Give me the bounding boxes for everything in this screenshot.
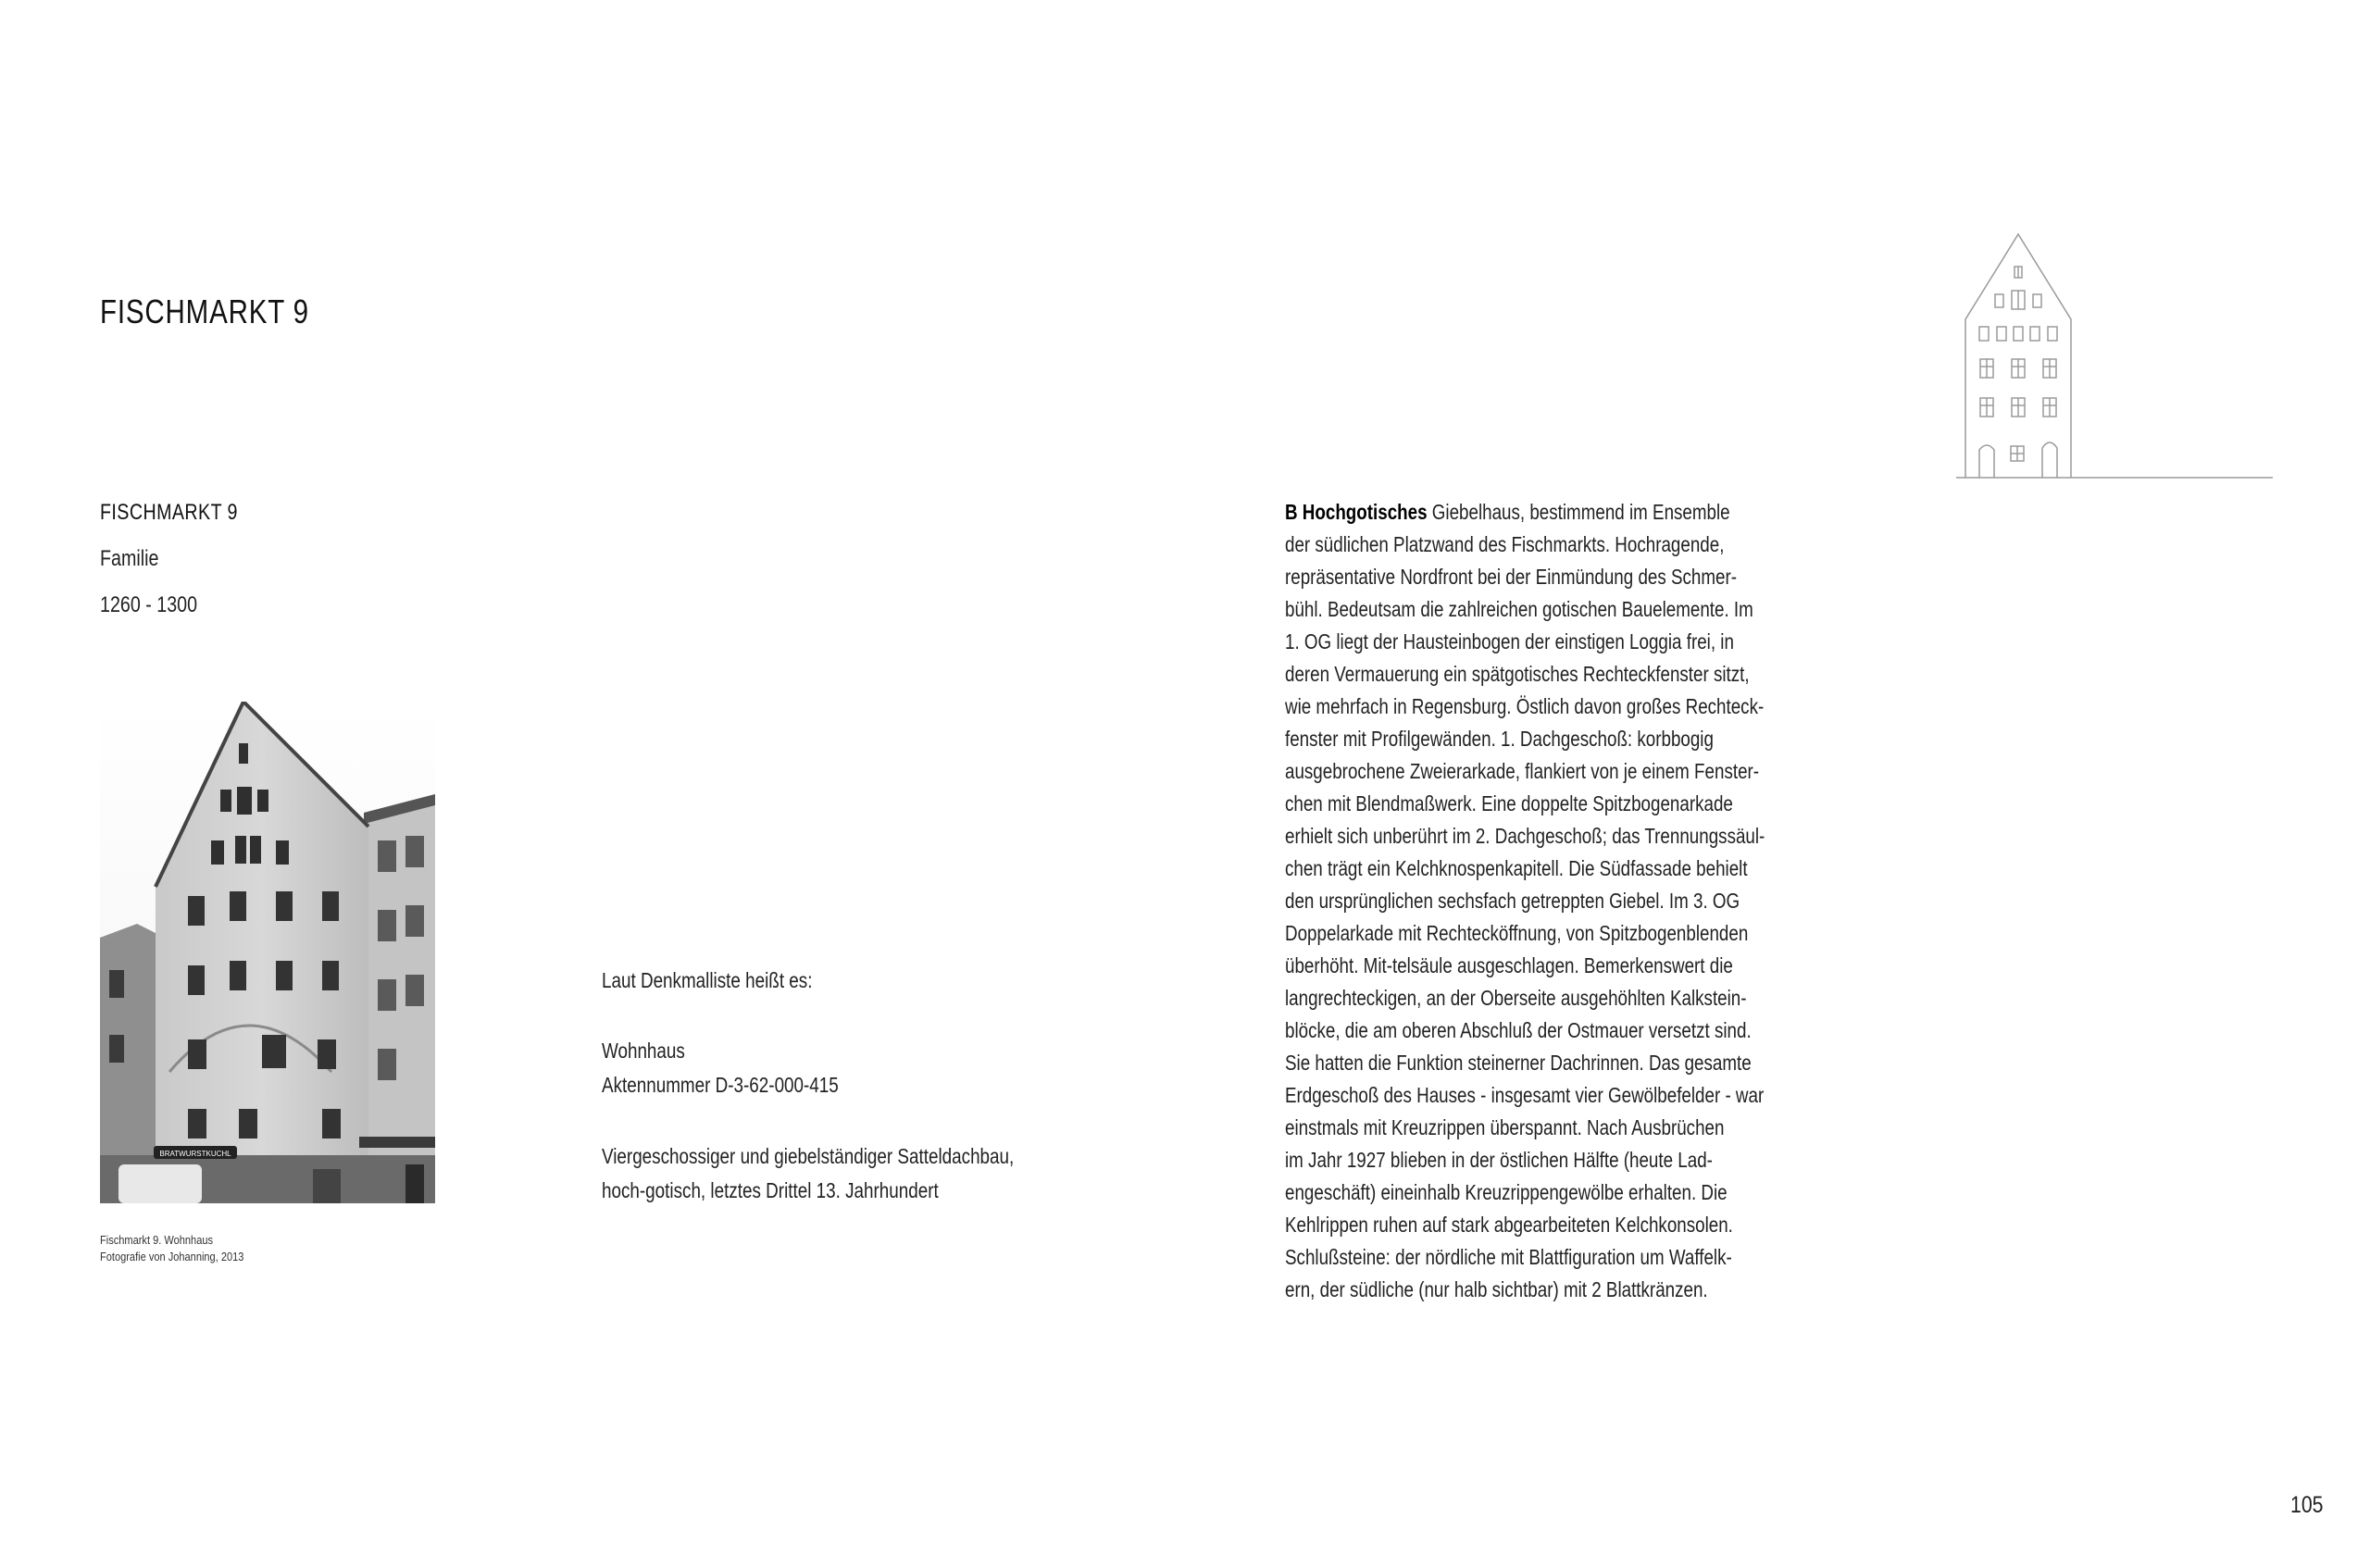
description-line: ern, der südliche (nur halb sichtbar) mit 2 Blattkränzen. — [1285, 1277, 1708, 1301]
page-title: FISCHMARKT 9 — [100, 292, 309, 330]
denkmalliste-file-number: Aktennummer D-3-62-000-415 — [602, 1073, 839, 1097]
description-line: B Hochgotisches Giebelhaus, bestimmend im Ensemble — [1285, 500, 1730, 524]
denkmalliste-intro: Laut Denkmalliste heißt es: — [602, 968, 813, 992]
description-line: repräsentative Nordfront bei der Einmündung des Schmer- — [1285, 565, 1738, 589]
facade-elevation-drawing — [1953, 231, 2277, 481]
description-line: engeschäft) eineinhalb Kreuzrippengewölbe erhalten. Die — [1285, 1180, 1728, 1204]
photo-caption-credit: Fotografie von Johanning, 2013 — [100, 1250, 244, 1263]
building-description — [1285, 496, 1765, 1306]
description-line: deren Vermauerung ein spätgotisches Rechteckfenster sitzt, — [1285, 662, 1750, 686]
description-line: erhielt sich unberührt im 2. Dachgeschoß; das Trennungssäul- — [1285, 824, 1765, 848]
description-line: chen mit Blendmaßwerk. Eine doppelte Spitzbogenarkade — [1285, 791, 1733, 815]
denkmalliste-description-line-1: Viergeschossiger und giebelständiger Satteldachbau, — [602, 1144, 1015, 1168]
description-line: fenster mit Profilgewänden. 1. Dachgeschoß: korbbogig — [1285, 727, 1714, 751]
description-line: 1. OG liegt der Hausteinbogen der einstigen Loggia frei, in — [1285, 629, 1734, 653]
description-line: überhöht. Mit-telsäule ausgeschlagen. Bemerkenswert die — [1285, 953, 1733, 977]
description-line: Kehlrippen ruhen auf stark abgearbeiteten Kelchkonsolen. — [1285, 1213, 1733, 1237]
denkmalliste-description-line-2: hoch-gotisch, letztes Drittel 13. Jahrhundert — [602, 1178, 939, 1202]
denkmalliste-type: Wohnhaus — [602, 1039, 685, 1063]
description-line: wie mehrfach in Regensburg. Östlich davon großes Rechteck- — [1285, 694, 1765, 718]
description-line: Erdgeschoß des Hauses - insgesamt vier Gewölbefelder - war — [1285, 1083, 1765, 1107]
building-name: FISCHMARKT 9 — [100, 500, 238, 525]
description-line: blöcke, die am oberen Abschluß der Ostmauer versetzt sind. — [1285, 1018, 1752, 1042]
description-line: ausgebrochene Zweierarkade, flankiert von je einem Fenster- — [1285, 759, 1760, 783]
page-number: 105 — [2290, 1492, 2324, 1518]
description-line: chen trägt ein Kelchknospenkapitell. Die Südfassade behielt — [1285, 856, 1748, 880]
building-owner: Familie — [100, 546, 159, 571]
description-line: Schlußsteine: der nördliche mit Blattfiguration um Waffelk- — [1285, 1245, 1732, 1269]
building-photo — [100, 702, 435, 1203]
description-line: Sie hatten die Funktion steinerner Dachrinnen. Das gesamte — [1285, 1051, 1752, 1075]
description-line: bühl. Bedeutsam die zahlreichen gotischen Bauelemente. Im — [1285, 597, 1753, 621]
description-lead: B Hochgotisches — [1285, 500, 1428, 524]
description-line: den ursprünglichen sechsfach getreppten Giebel. Im 3. OG — [1285, 889, 1740, 913]
description-line: Doppelarkade mit Rechtecköffnung, von Spitzbogenblenden — [1285, 921, 1749, 945]
building-date: 1260 - 1300 — [100, 592, 198, 617]
description-line: im Jahr 1927 blieben in der östlichen Hälfte (heute Lad- — [1285, 1148, 1713, 1172]
description-line: der südlichen Platzwand des Fischmarkts. Hochragende, — [1285, 532, 1725, 556]
description-line: langrechteckigen, an der Oberseite ausgehöhlten Kalkstein- — [1285, 986, 1747, 1010]
description-line: einstmals mit Kreuzrippen überspannt. Nach Ausbrüchen — [1285, 1115, 1725, 1139]
photo-caption-title: Fischmarkt 9. Wohnhaus — [100, 1233, 214, 1247]
shop-sign-text: BRATWURSTKUCHL — [159, 1150, 231, 1158]
